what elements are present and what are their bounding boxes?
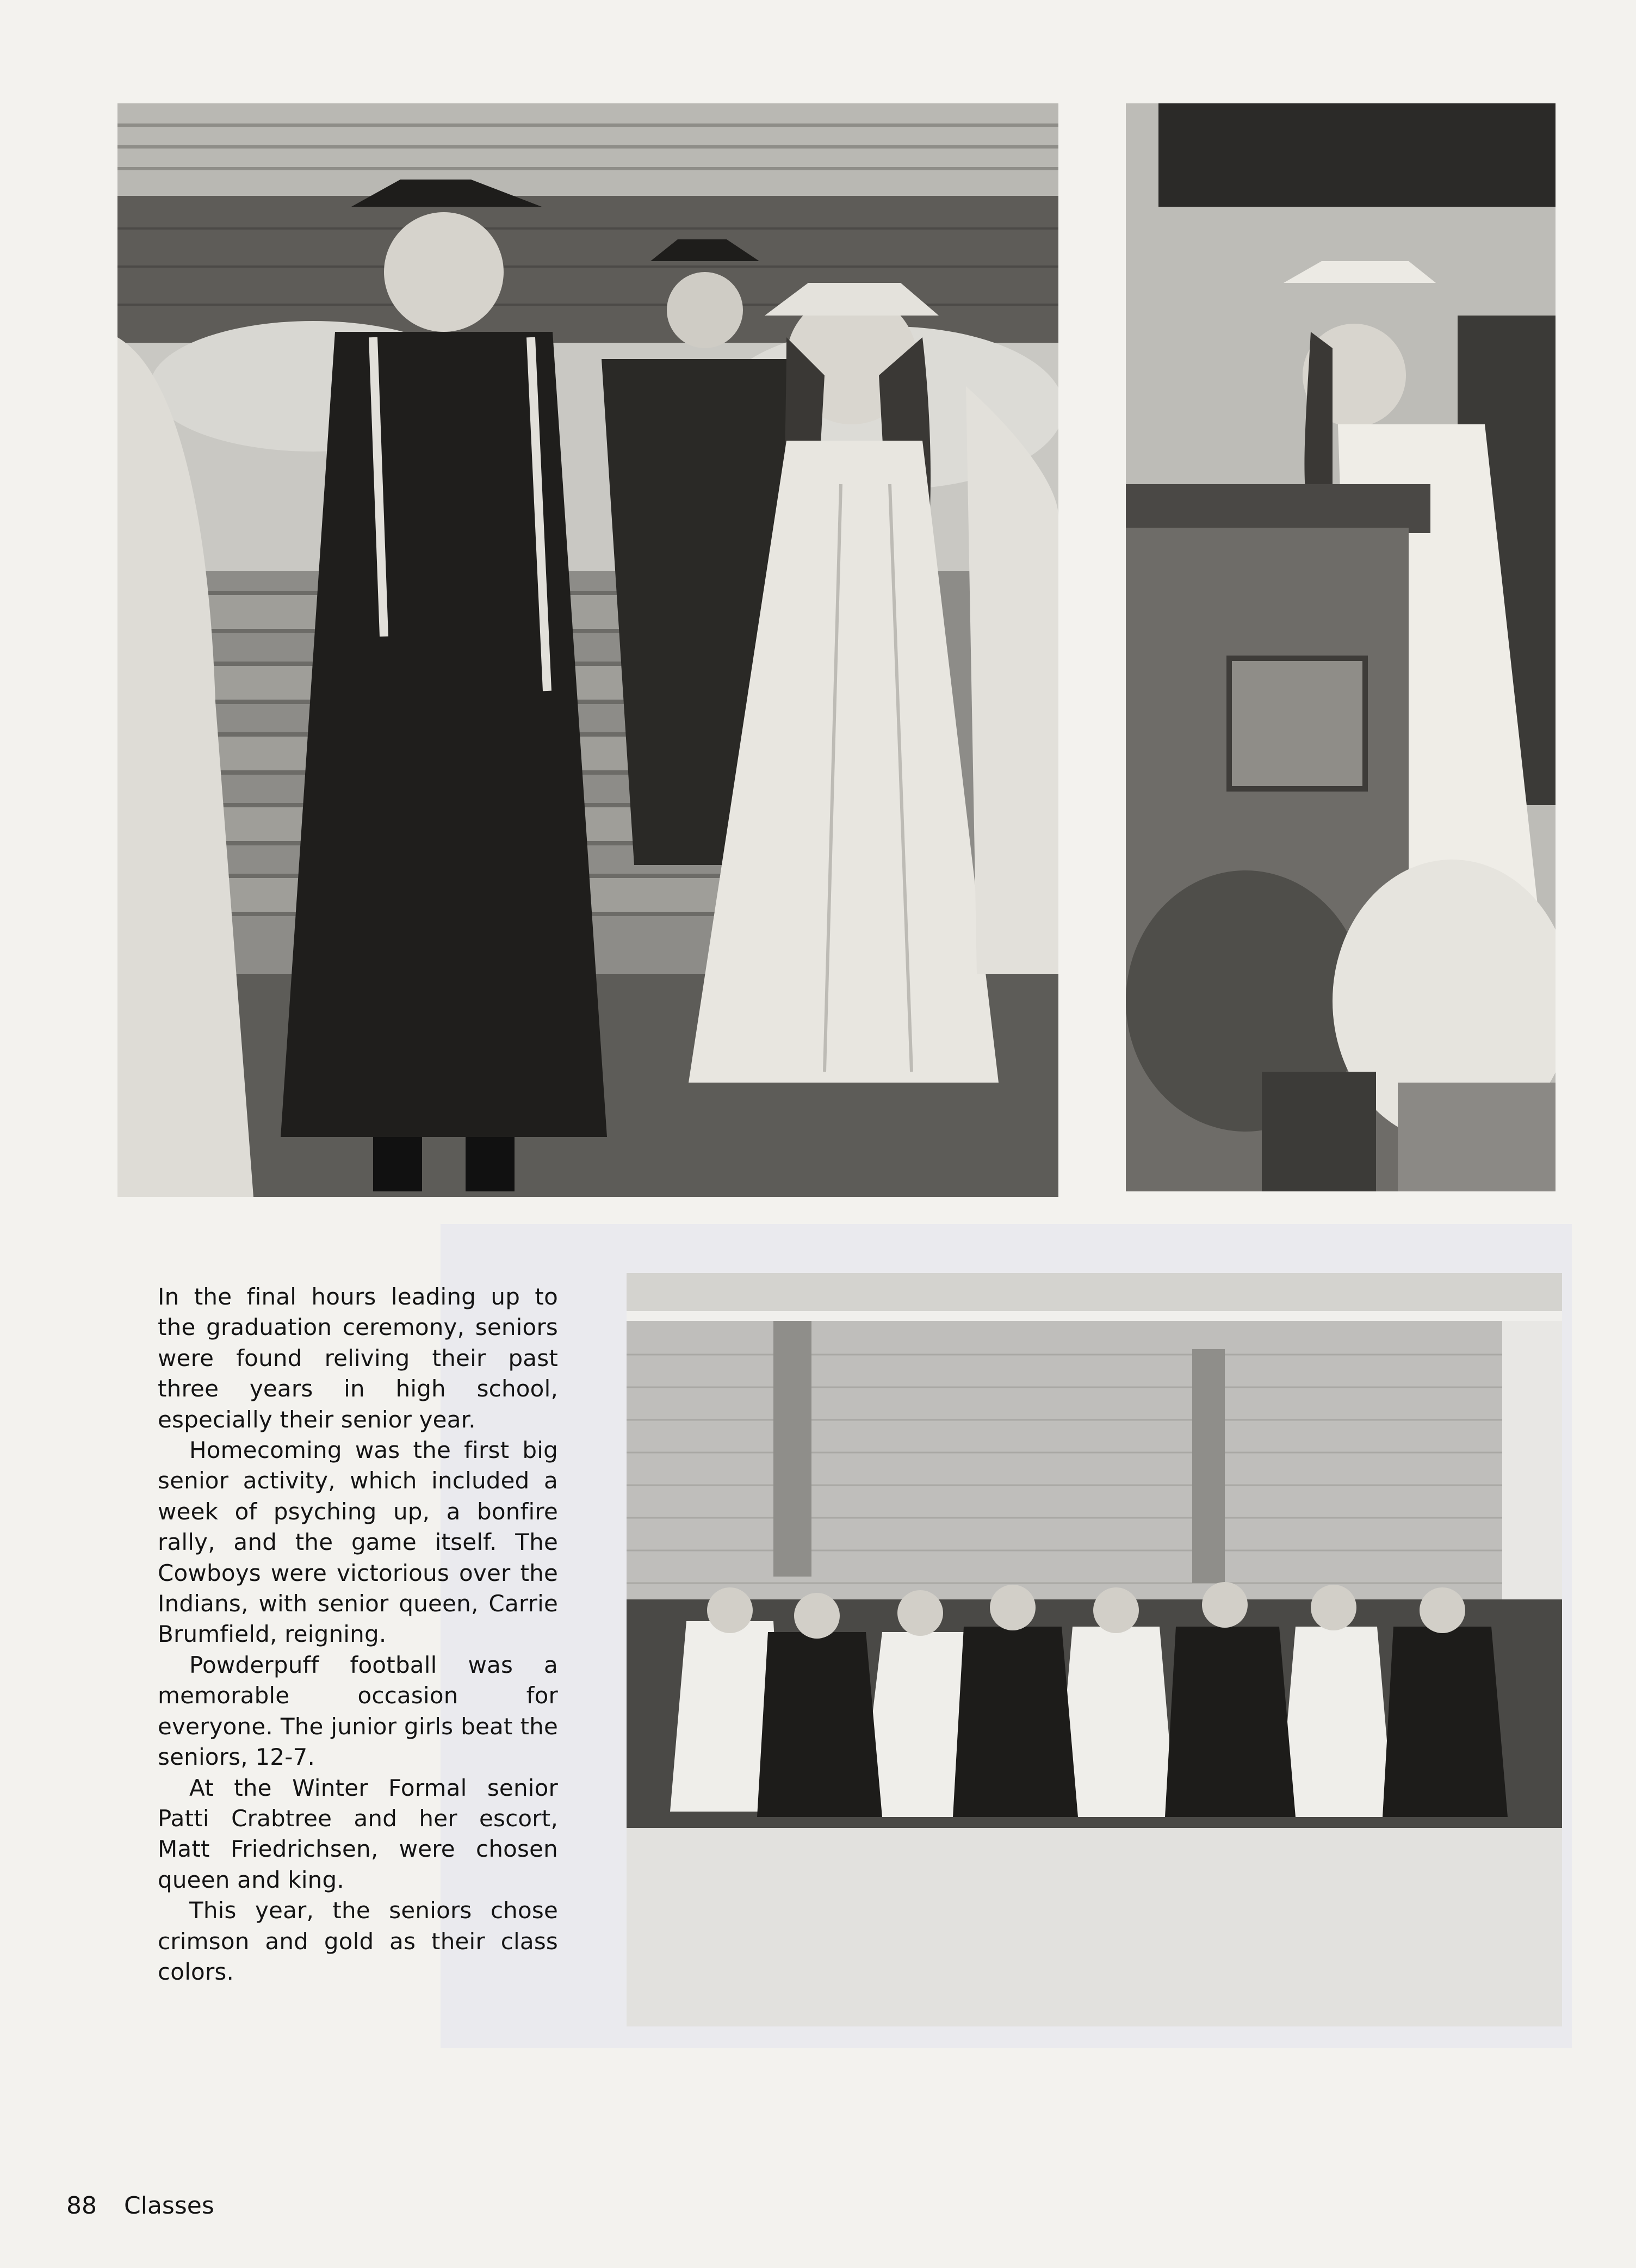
section-name: Classes: [124, 2192, 214, 2220]
article-paragraph: Powderpuff football was a memorable occasion for everyone. The junior girls beat the seniors, 12-7.: [158, 1651, 558, 1771]
page-number: 88: [66, 2192, 97, 2220]
article-paragraph: In the final hours leading up to the graduation ceremony, seniors were found reliving their past three years in high school, especially their senior year.: [158, 1283, 558, 1433]
article-paragraph: This year, the seniors chose crimson and gold as their class colors.: [158, 1897, 558, 1985]
photo-speaker-at-podium: [1126, 103, 1556, 1191]
article-paragraph: Homecoming was the first big senior activity, which included a week of psyching up, a bonfire rally, and the game itself. The Cowboys were victorious over the Indians, with senior queen, Carrie Brumfield, reigning.: [158, 1437, 558, 1648]
article-paragraph: At the Winter Formal senior Patti Crabtree and her escort, Matt Friedrichsen, were chosen queen and king.: [158, 1774, 558, 1893]
photo-seated-graduates: [627, 1273, 1562, 2026]
page-footer: [66, 2191, 214, 2221]
photo-graduation-procession: [117, 103, 1058, 1197]
article-body: [158, 1282, 558, 1987]
